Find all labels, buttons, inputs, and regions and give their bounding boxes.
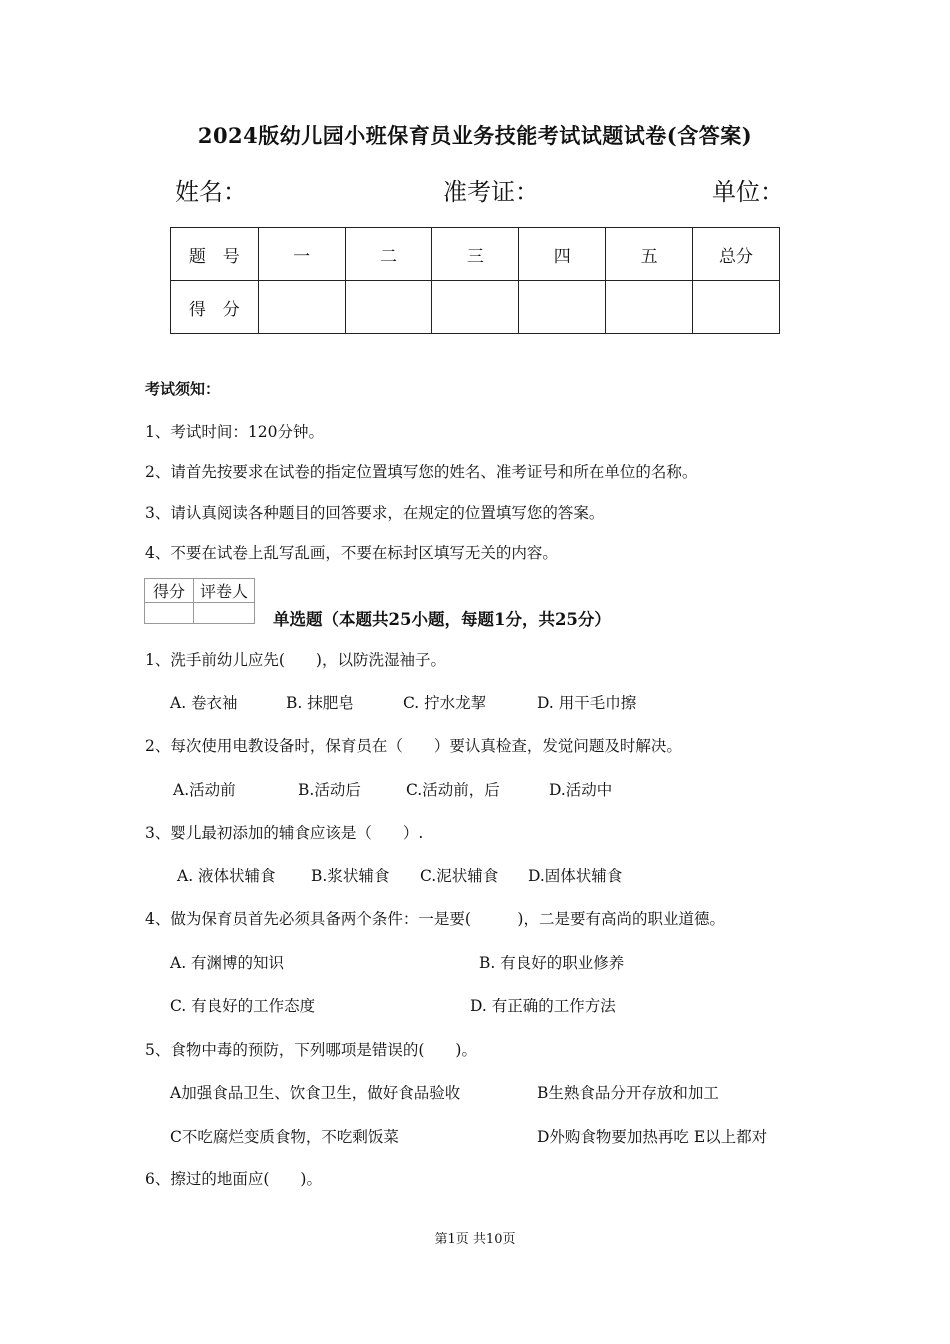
score-table-header-row (171, 228, 780, 281)
score-blank-cell[interactable] (258, 281, 345, 334)
option-d[interactable]: D外购食物要加热再吃 E以上都对 (537, 1128, 768, 1146)
note-item: 2、请首先按要求在试卷的指定位置填写您的姓名、准考证号和所在单位的名称。 (145, 463, 698, 481)
option-b[interactable]: B.活动后 (298, 781, 361, 799)
note-item: 1、考试时间：120分钟。 (145, 423, 324, 441)
question-stem: 6、擦过的地面应( )。 (145, 1170, 322, 1188)
grader-box (144, 578, 255, 624)
option-d[interactable]: D. 有正确的工作方法 (470, 997, 616, 1015)
score-blank-cell[interactable] (345, 281, 432, 334)
grader-reviewer-blank[interactable] (194, 603, 255, 624)
option-a[interactable]: A.活动前 (173, 781, 236, 799)
option-c[interactable]: C. 拧水龙挈 (403, 694, 487, 712)
exam-id-label: 准考证： (443, 178, 539, 206)
unit-label: 单位： (712, 178, 784, 206)
option-d[interactable]: D.活动中 (549, 781, 613, 799)
question-stem: 4、做为保育员首先必须具备两个条件：一是要( )，二是要有高尚的职业道德。 (145, 910, 725, 928)
grader-score-label: 得分 (145, 579, 194, 603)
question-stem: 5、食物中毒的预防，下列哪项是错误的( )。 (145, 1041, 477, 1059)
score-blank-cell[interactable] (693, 281, 780, 334)
score-blank-cell[interactable] (432, 281, 519, 334)
note-item: 4、不要在试卷上乱写乱画，不要在标封区填写无关的内容。 (145, 544, 558, 562)
question-stem: 2、每次使用电教设备时，保育员在（ ）要认真检查，发觉问题及时解决。 (145, 737, 682, 755)
name-label: 姓名： (175, 178, 247, 206)
grader-reviewer-label: 评卷人 (194, 579, 255, 603)
note-item: 3、请认真阅读各种题目的回答要求，在规定的位置填写您的答案。 (145, 504, 605, 522)
score-table-cell: 总分 (693, 228, 780, 281)
score-table-cell: 四 (519, 228, 606, 281)
score-table-cell: 五 (606, 228, 693, 281)
option-c[interactable]: C.泥状辅食 (420, 867, 499, 885)
option-a[interactable]: A. 卷衣袖 (170, 694, 238, 712)
score-table-cell: 三 (432, 228, 519, 281)
question-stem: 3、婴儿最初添加的辅食应该是（ ）. (145, 824, 424, 842)
option-b[interactable]: B. 抹肥皂 (286, 694, 354, 712)
option-b[interactable]: B. 有良好的职业修养 (479, 954, 625, 972)
option-a[interactable]: A. 液体状辅食 (177, 867, 276, 885)
page-footer: 第1页 共10页 (434, 1232, 516, 1247)
option-d[interactable]: D.固体状辅食 (528, 867, 623, 885)
score-table (170, 227, 780, 334)
score-blank-cell[interactable] (606, 281, 693, 334)
grader-score-blank[interactable] (145, 603, 194, 624)
score-table-cell: 二 (345, 228, 432, 281)
score-table-cell: 一 (258, 228, 345, 281)
option-a[interactable]: A. 有渊博的知识 (170, 954, 285, 972)
score-table-score-row (171, 281, 780, 334)
option-b[interactable]: B.浆状辅食 (311, 867, 390, 885)
exam-title: 2024版幼儿园小班保育员业务技能考试试题试卷(含答案) (197, 123, 753, 148)
option-b[interactable]: B生熟食品分开存放和加工 (537, 1084, 719, 1102)
section-title: 单选题（本题共25小题，每题1分，共25分） (273, 610, 611, 629)
option-a[interactable]: A加强食品卫生、饮食卫生，做好食品验收 (170, 1084, 461, 1102)
option-c[interactable]: C不吃腐烂变质食物，不吃剩饭菜 (170, 1128, 399, 1146)
score-table-cell: 题 号 (171, 228, 259, 281)
option-c[interactable]: C. 有良好的工作态度 (170, 997, 316, 1015)
option-c[interactable]: C.活动前，后 (406, 781, 500, 799)
score-row-label: 得 分 (171, 281, 259, 334)
option-d[interactable]: D. 用干毛巾擦 (537, 694, 637, 712)
notes-heading: 考试须知： (145, 380, 221, 398)
score-blank-cell[interactable] (519, 281, 606, 334)
question-stem: 1、洗手前幼儿应先( )，以防洗湿袖子。 (145, 651, 446, 669)
